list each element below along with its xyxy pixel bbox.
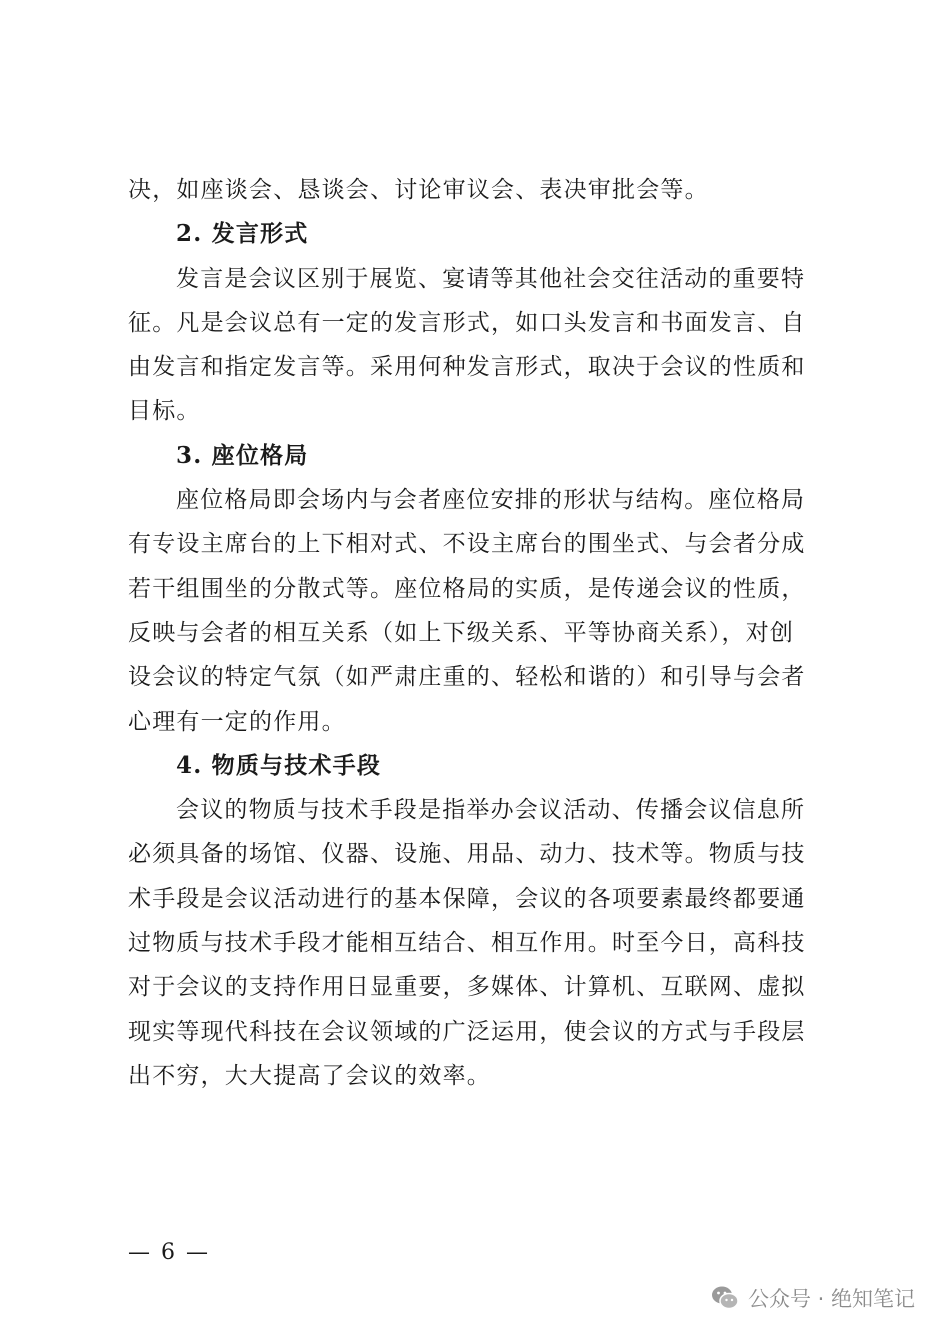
section-heading: 3. 座位格局 (176, 441, 309, 469)
body-line: 出不穷，大大提高了会议的效率。 (128, 1062, 491, 1089)
body-line: 心理有一定的作用。 (128, 708, 346, 735)
wechat-icon (710, 1284, 740, 1312)
body-line: 若干组围坐的分散式等。座位格局的实质，是传递会议的性质， (128, 575, 806, 602)
section-heading: 2. 发言形式 (176, 220, 309, 248)
body-line: 现实等现代科技在会议领域的广泛运用，使会议的方式与手段层 (128, 1018, 806, 1045)
body-line: 发言是会议区别于展览、宴请等其他社会交往活动的重要特 (176, 265, 806, 292)
watermark (710, 1282, 915, 1314)
document-body (128, 168, 828, 1098)
body-line: 对于会议的支持作用日显重要，多媒体、计算机、互联网、虚拟 (128, 974, 806, 1001)
body-line: 过物质与技术手段才能相互结合、相互作用。时至今日，高科技 (128, 930, 806, 957)
body-line: 反映与会者的相互关系（如上下级关系、平等协商关系），对创 (128, 619, 795, 646)
page-number: — 6 — (128, 1240, 210, 1265)
body-line: 术手段是会议活动进行的基本保障，会议的各项要素最终都要通 (128, 885, 806, 912)
body-line: 有专设主席台的上下相对式、不设主席台的围坐式、与会者分成 (128, 531, 806, 558)
section-heading: 4. 物质与技术手段 (176, 751, 382, 779)
body-line: 必须具备的场馆、仪器、设施、用品、动力、技术等。物质与技 (128, 841, 806, 868)
body-line: 决，如座谈会、恳谈会、讨论审议会、表决审批会等。 (128, 177, 709, 203)
body-line: 座位格局即会场内与会者座位安排的形状与结构。座位格局 (176, 487, 806, 514)
body-line: 征。凡是会议总有一定的发言形式，如口头发言和书面发言、自 (128, 309, 806, 336)
body-line: 由发言和指定发言等。采用何种发言形式，取决于会议的性质和 (128, 354, 806, 381)
body-line: 目标。 (128, 398, 201, 425)
body-line: 会议的物质与技术手段是指举办会议活动、传播会议信息所 (176, 797, 806, 824)
body-line: 设会议的特定气氛（如严肃庄重的、轻松和谐的）和引导与会者 (128, 664, 806, 691)
watermark-text: 公众号 · 绝知笔记 (747, 1287, 915, 1311)
